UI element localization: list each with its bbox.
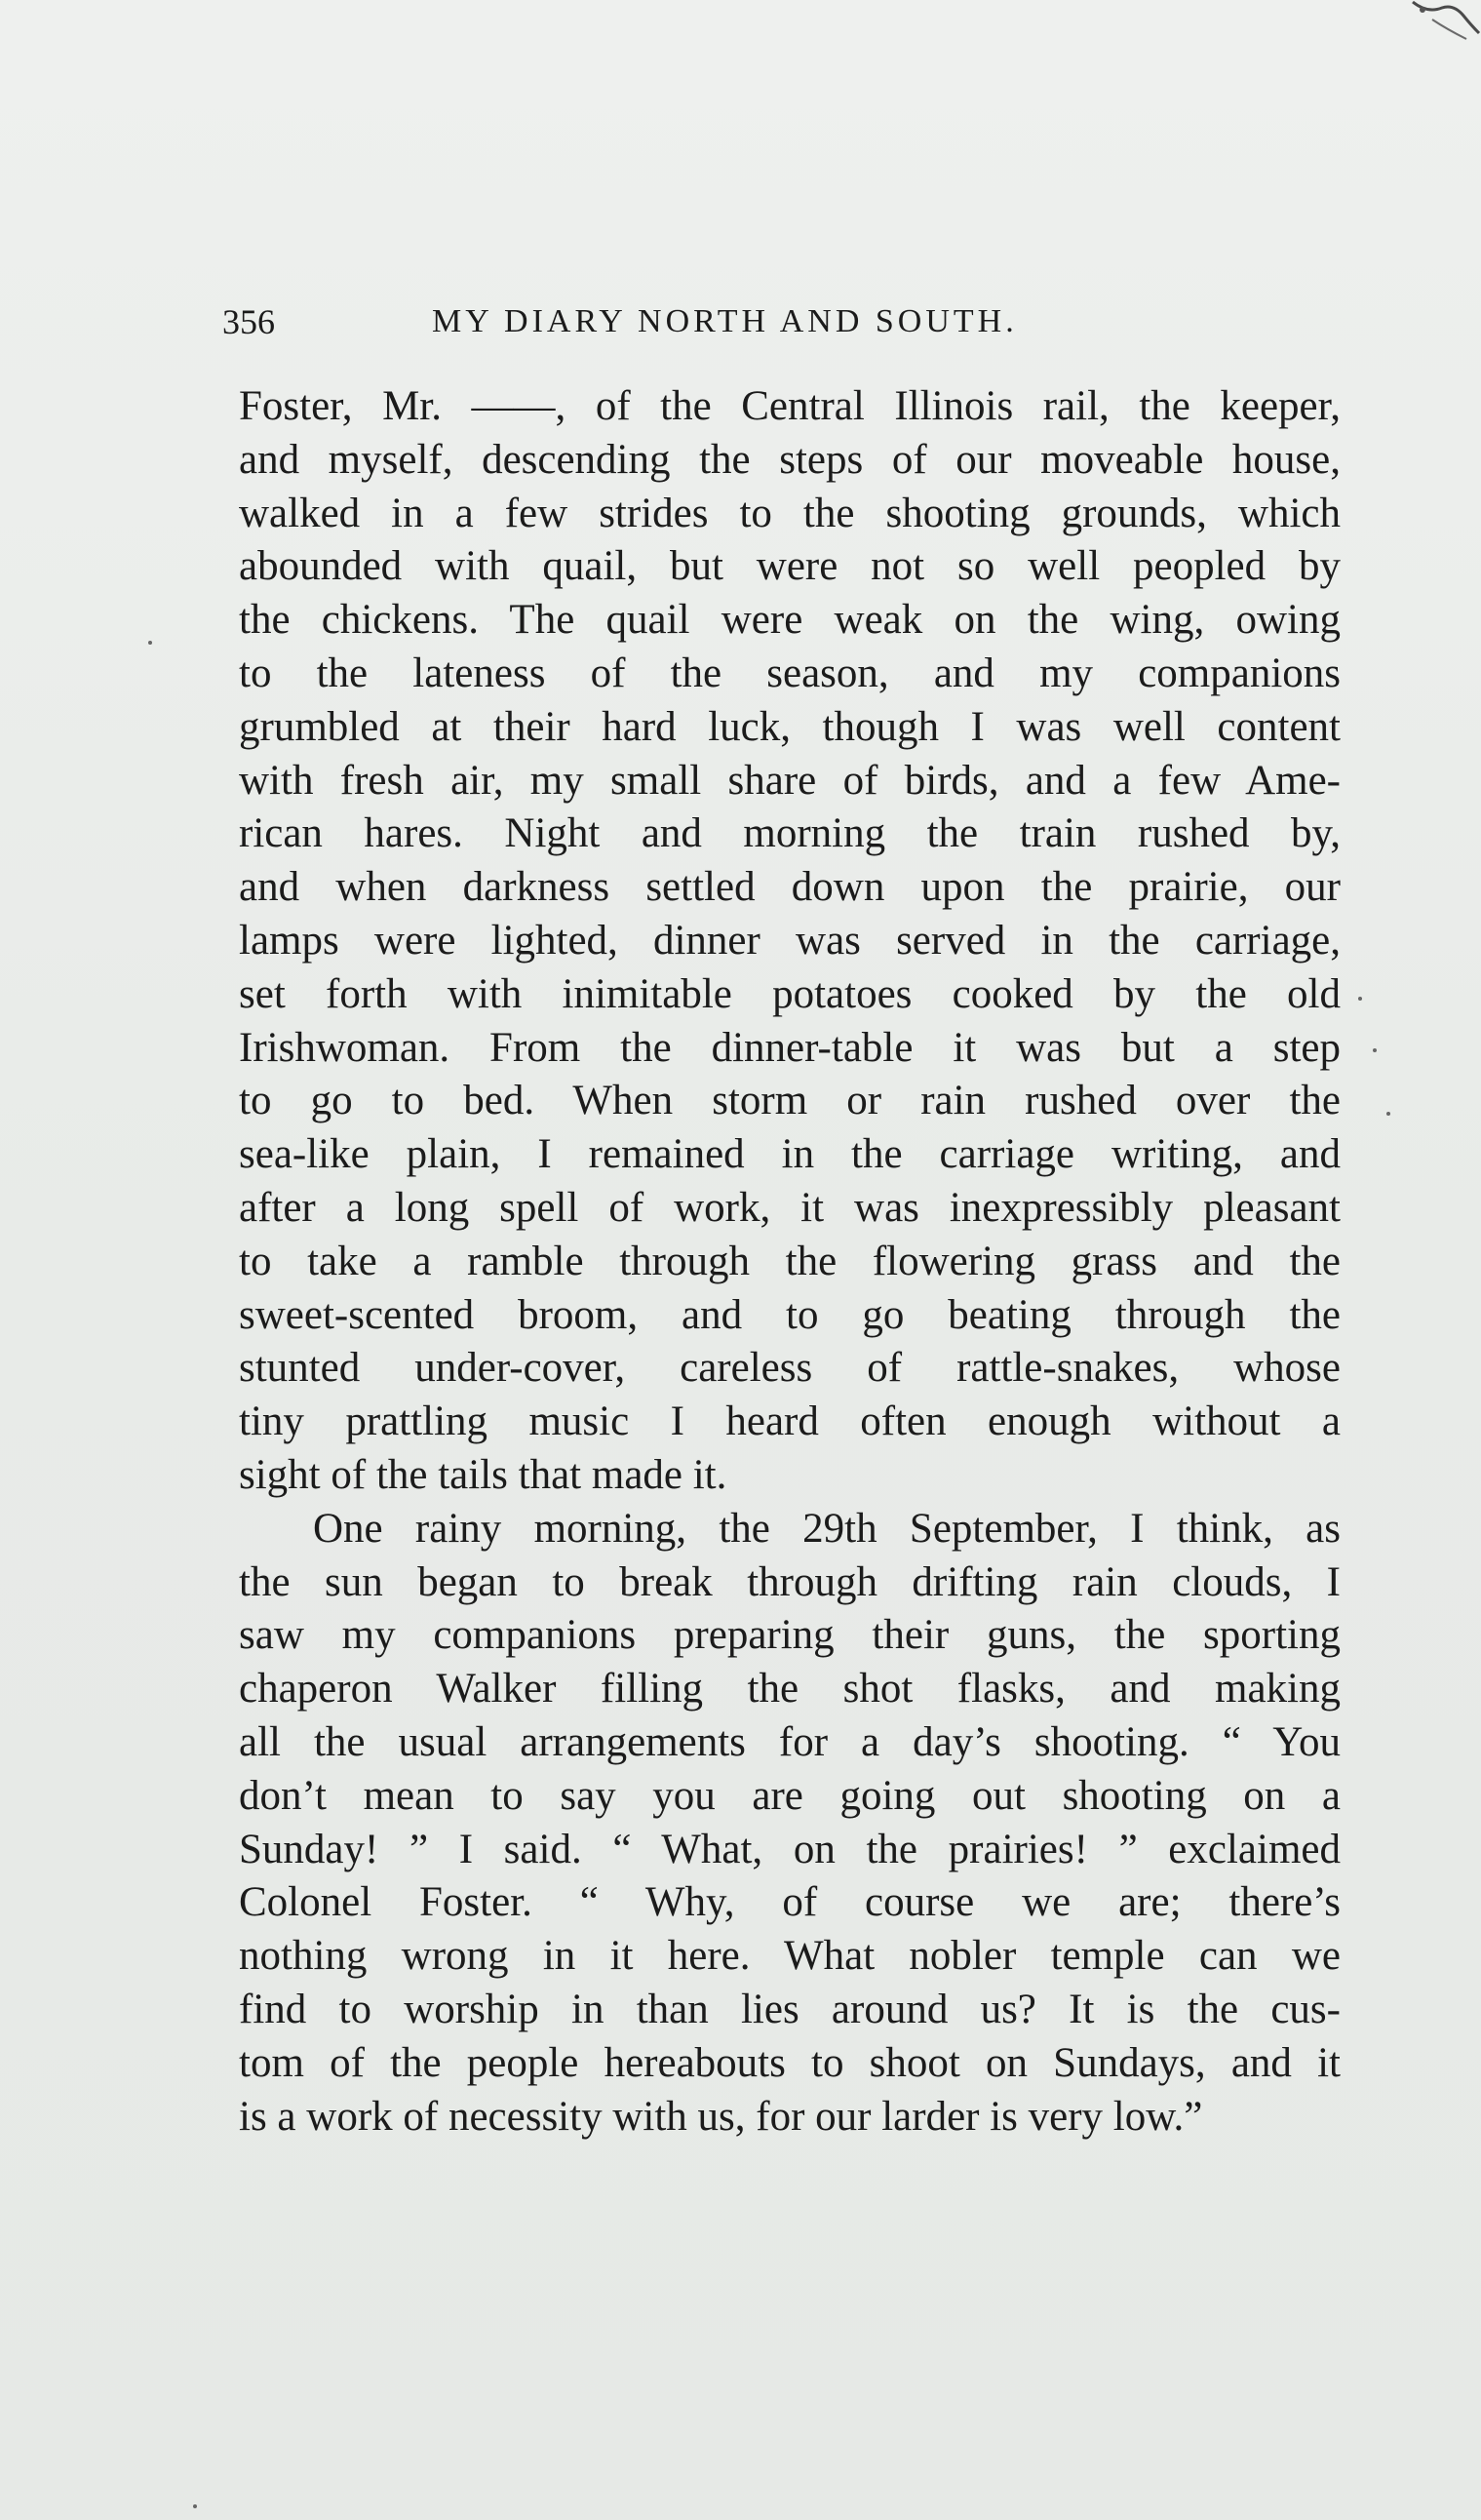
text-line: all the usual arrangements for a day’s shooting. “ You bbox=[239, 1718, 1341, 1765]
paper-speck bbox=[1358, 997, 1362, 1001]
text-line: set forth with inimitable potatoes cooked by the old bbox=[239, 970, 1341, 1017]
text-line: stunted under-cover, careless of rattle-snakes, whose bbox=[239, 1345, 1341, 1392]
text-line: rican hares. Night and morning the train rushed by, bbox=[239, 810, 1341, 857]
text-line: saw my companions preparing their guns, the sporting bbox=[239, 1612, 1341, 1659]
ink-smudge-mark bbox=[1374, 0, 1481, 68]
text-line: tiny prattling music I heard often enough without a bbox=[239, 1398, 1341, 1445]
text-line: to the lateness of the season, and my companions bbox=[239, 650, 1341, 696]
page-number: 356 bbox=[222, 302, 275, 341]
text-line: sea-like plain, I remained in the carriage writing, and bbox=[239, 1131, 1341, 1178]
text-line: sweet-scented broom, and to go beating through the bbox=[239, 1291, 1341, 1338]
text-line: with fresh air, my small share of birds, and a few Ame- bbox=[239, 757, 1341, 804]
text-line: and myself, descending the steps of our moveable house, bbox=[239, 436, 1341, 483]
text-line: don’t mean to say you are going out shooting on a bbox=[239, 1772, 1341, 1819]
text-line: Colonel Foster. “ Why, of course we are; there’s bbox=[239, 1879, 1341, 1926]
paper-speck bbox=[148, 641, 152, 645]
paragraph bbox=[239, 1503, 1341, 2145]
text-line: abounded with quail, but were not so well peopled by bbox=[239, 543, 1341, 590]
page-header bbox=[222, 293, 1344, 351]
paragraph bbox=[239, 380, 1341, 1503]
text-line: after a long spell of work, it was inexpressibly pleasant bbox=[239, 1184, 1341, 1231]
paper-speck bbox=[1386, 1112, 1390, 1116]
paper-speck bbox=[193, 2504, 197, 2508]
text-line: to take a ramble through the flowering grass and the bbox=[239, 1238, 1341, 1284]
text-line: the sun began to break through drifting rain clouds, I bbox=[239, 1558, 1341, 1605]
text-line: grumbled at their hard luck, though I was well content bbox=[239, 703, 1341, 750]
text-line: Irishwoman. From the dinner-table it was but a step bbox=[239, 1024, 1341, 1071]
text-line: Foster, Mr. ——, of the Central Illinois rail, the keeper, bbox=[239, 383, 1341, 429]
text-line: Sunday! ” I said. “ What, on the prairies! ” exclaimed bbox=[239, 1826, 1341, 1872]
text-line: chaperon Walker filling the shot flasks, and making bbox=[239, 1666, 1341, 1713]
paper-speck bbox=[1373, 1048, 1377, 1052]
text-line: sight of the tails that made it. bbox=[239, 1451, 727, 1498]
text-line: tom of the people hereabouts to shoot on Sundays, and it bbox=[239, 2039, 1341, 2086]
text-line: walked in a few strides to the shooting grounds, which bbox=[239, 490, 1341, 536]
text-line: lamps were lighted, dinner was served in the carriage, bbox=[239, 917, 1341, 964]
text-line: and when darkness settled down upon the prairie, our bbox=[239, 864, 1341, 911]
text-line: is a work of necessity with us, for our larder is very low.” bbox=[239, 2093, 1203, 2140]
text-line: One rainy morning, the 29th September, I think, as bbox=[313, 1505, 1341, 1552]
running-title: MY DIARY NORTH AND SOUTH. bbox=[432, 303, 1018, 339]
text-line: to go to bed. When storm or rain rushed over the bbox=[239, 1078, 1341, 1124]
text-line: nothing wrong in it here. What nobler temple can we bbox=[239, 1933, 1341, 1980]
text-line: find to worship in than lies around us? It is the cus- bbox=[239, 1986, 1341, 2032]
text-line: the chickens. The quail were weak on the wing, owing bbox=[239, 597, 1341, 644]
body-text bbox=[239, 380, 1341, 2144]
